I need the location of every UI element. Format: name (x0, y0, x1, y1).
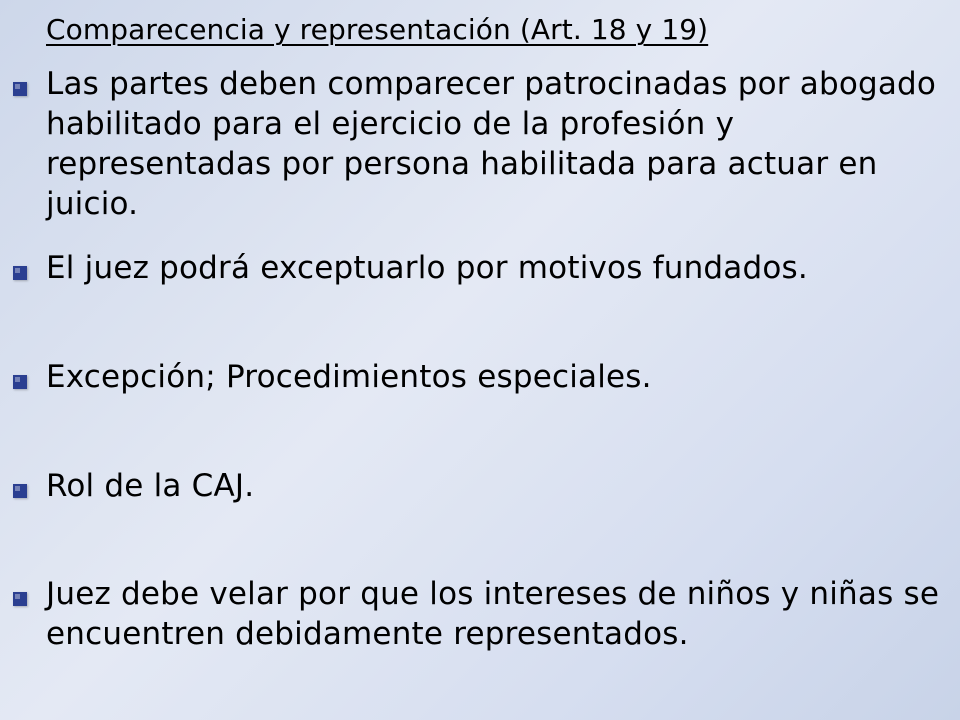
square-bullet-icon (13, 266, 27, 280)
bullet-text: Excepción; Procedimientos especiales. (46, 359, 652, 395)
bullet-text: Juez debe velar por que los intereses de niños y niñas se encuentren debidamente representados. (46, 576, 940, 652)
square-bullet-icon (13, 82, 27, 96)
square-bullet-icon (13, 484, 27, 498)
bullet-text: El juez podrá exceptuarlo por motivos fundados. (46, 250, 808, 286)
square-bullet-icon (13, 592, 27, 606)
square-bullet-icon (13, 375, 27, 389)
bullet-text: Rol de la CAJ. (46, 468, 255, 504)
bullet-text: Las partes deben comparecer patrocinadas por abogado habilitado para el ejercicio de la profesión y representadas por persona habilitada para actuar en juicio. (46, 66, 937, 222)
slide-title: Comparecencia y representación (Art. 18 y 19) (46, 13, 709, 46)
